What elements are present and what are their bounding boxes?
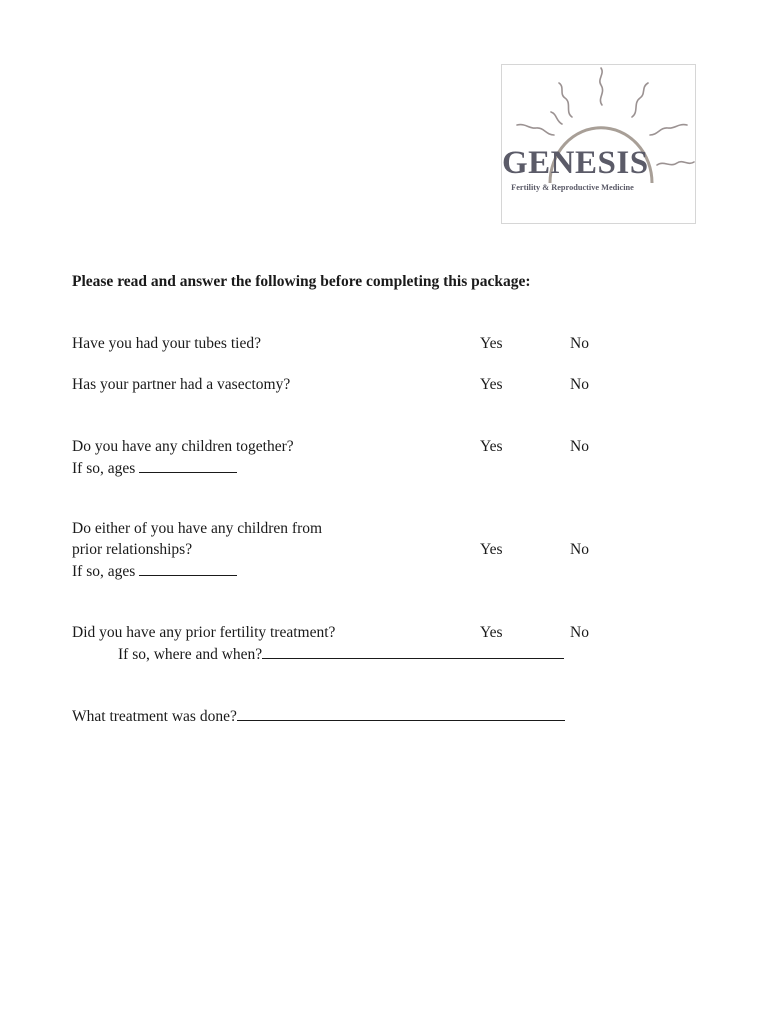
logo-subtitle: Fertility & Reproductive Medicine — [511, 183, 634, 192]
instructions-heading: Please read and answer the following before completing this package: — [72, 273, 531, 290]
where-when-label: If so, where and when? — [118, 646, 263, 663]
ages-label: If so, ages — [72, 563, 136, 580]
answer-yes-children-together[interactable]: Yes — [480, 438, 503, 455]
logo-name: GENESIS — [502, 145, 649, 181]
ages-line-children-prior — [72, 560, 237, 582]
answer-yes-prior-treatment[interactable]: Yes — [480, 624, 503, 641]
question-children-prior-line1: Do either of you have any children from — [72, 520, 323, 537]
ages-label: If so, ages — [72, 460, 136, 477]
answer-no-children-together[interactable]: No — [570, 438, 589, 455]
treatment-done-blank-field[interactable] — [237, 705, 565, 721]
question-prior-fertility-treatment: Did you have any prior fertility treatment? — [72, 624, 336, 641]
ages-blank-field[interactable] — [139, 457, 237, 473]
answer-no-children-prior[interactable]: No — [570, 541, 589, 558]
where-when-blank-field[interactable] — [262, 643, 564, 659]
question-tubes-tied: Have you had your tubes tied? — [72, 335, 261, 352]
answer-no-tubes-tied[interactable]: No — [570, 335, 589, 352]
ages-line-children-together — [72, 457, 237, 479]
answer-yes-tubes-tied[interactable]: Yes — [480, 335, 503, 352]
answer-yes-vasectomy[interactable]: Yes — [480, 376, 503, 393]
question-children-prior-line2: prior relationships? — [72, 541, 193, 558]
ages-blank-field[interactable] — [139, 560, 237, 576]
treatment-done-label: What treatment was done? — [72, 708, 237, 725]
treatment-done-line — [72, 705, 565, 727]
answer-no-prior-treatment[interactable]: No — [570, 624, 589, 641]
answer-yes-children-prior[interactable]: Yes — [480, 541, 503, 558]
question-vasectomy: Has your partner had a vasectomy? — [72, 376, 291, 393]
genesis-logo — [501, 64, 696, 224]
where-when-line — [118, 643, 564, 665]
answer-no-vasectomy[interactable]: No — [570, 376, 589, 393]
question-children-together: Do you have any children together? — [72, 438, 294, 455]
